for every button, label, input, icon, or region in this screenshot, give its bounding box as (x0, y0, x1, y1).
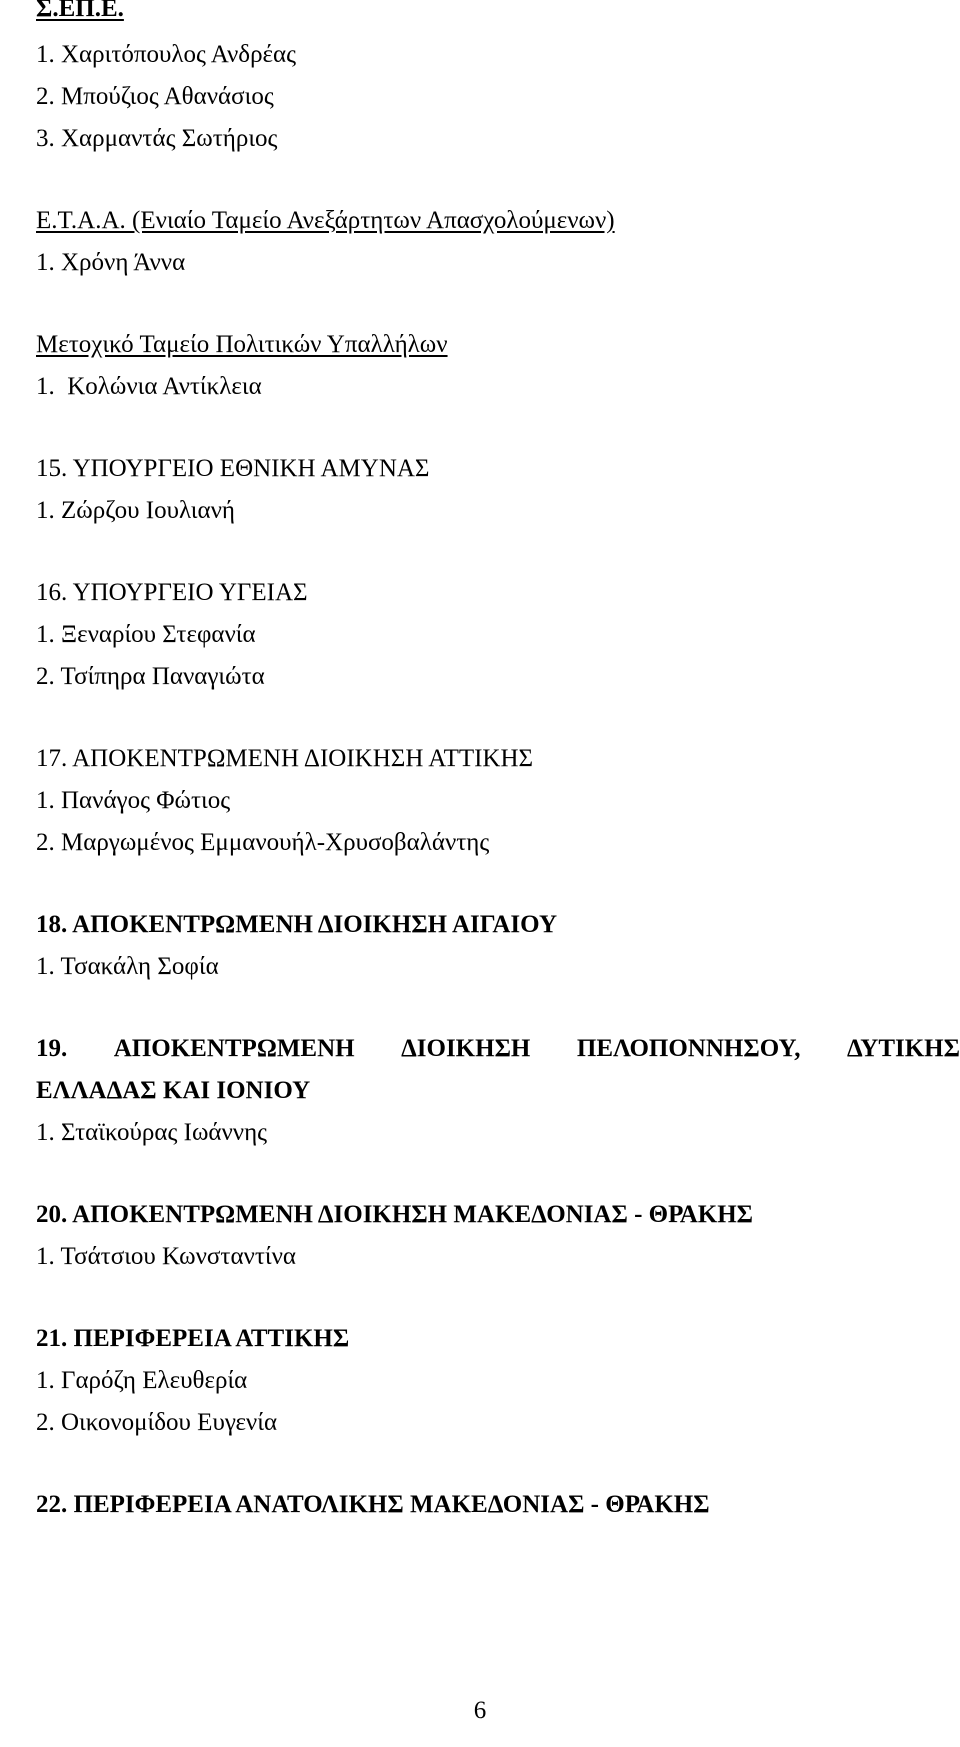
section-heading-18: 18. ΑΠΟΚΕΝΤΡΩΜΕΝΗ ΔΙΟΙΚΗΣΗ ΑΙΓΑΙΟΥ (36, 911, 558, 938)
list-item: 2. Οικονομίδου Ευγενία (36, 1409, 278, 1436)
section-heading-etaa: Ε.Τ.Α.Α. (Ενιαίο Ταμείο Ανεξάρτητων Απασχολούμενων) (36, 207, 615, 234)
section-heading-17: 17. ΑΠΟΚΕΝΤΡΩΜΕΝΗ ΔΙΟΙΚΗΣΗ ΑΤΤΙΚΗΣ (36, 745, 534, 772)
section-heading-19-line2: ΕΛΛΑΔΑΣ ΚΑΙ ΙΟΝΙΟΥ (36, 1077, 311, 1104)
list-item: 1. Τσακάλη Σοφία (36, 953, 219, 980)
list-item: 1. Χρόνη Άννα (36, 249, 186, 276)
list-item: 3. Χαρμαντάς Σωτήριος (36, 125, 278, 152)
heading-word: 19. (36, 1035, 68, 1062)
section-heading-19-line1 (36, 1034, 960, 1064)
section-heading-sepe: Σ.ΕΠ.Ε. (36, 0, 124, 22)
list-item: 1. Ζώρζου Ιουλιανή (36, 497, 235, 524)
list-item: 1. Τσάτσιου Κωνσταντίνα (36, 1243, 297, 1270)
list-item: 1. Ξεναρίου Στεφανία (36, 621, 256, 648)
section-heading-16: 16. ΥΠΟΥΡΓΕΙΟ ΥΓΕΙΑΣ (36, 579, 308, 606)
section-heading-21: 21. ΠΕΡΙΦΕΡΕΙΑ ΑΤΤΙΚΗΣ (36, 1325, 350, 1352)
heading-word: ΔΥΤΙΚΗΣ (847, 1035, 960, 1062)
list-item: 2. Τσίπηρα Παναγιώτα (36, 663, 265, 690)
section-heading-22: 22. ΠΕΡΙΦΕΡΕΙΑ ΑΝΑΤΟΛΙΚΗΣ ΜΑΚΕΔΟΝΙΑΣ - ΘΡΑΚΗΣ (36, 1491, 710, 1518)
section-heading-15: 15. ΥΠΟΥΡΓΕΙΟ ΕΘΝΙΚΗ ΑΜΥΝΑΣ (36, 455, 430, 482)
list-item: 1. Χαριτόπουλος Ανδρέας (36, 41, 297, 68)
section-heading-mtpy: Μετοχικό Ταμείο Πολιτικών Υπαλλήλων (36, 331, 448, 358)
list-item: 1. Γαρόζη Ελευθερία (36, 1367, 248, 1394)
section-heading-20: 20. ΑΠΟΚΕΝΤΡΩΜΕΝΗ ΔΙΟΙΚΗΣΗ ΜΑΚΕΔΟΝΙΑΣ - ΘΡΑΚΗΣ (36, 1201, 753, 1228)
list-item: 2. Μαργωμένος Εμμανουήλ-Χρυσοβαλάντης (36, 829, 490, 856)
page-number: 6 (473, 1697, 487, 1724)
heading-word: ΔΙΟΙΚΗΣΗ (401, 1035, 531, 1062)
heading-word: ΠΕΛΟΠΟΝΝΗΣΟΥ, (576, 1035, 801, 1062)
list-item: 1. Σταϊκούρας Ιωάννης (36, 1119, 268, 1146)
heading-word: ΑΠΟΚΕΝΤΡΩΜΕΝΗ (113, 1035, 355, 1062)
list-item: 1. Κολώνια Αντίκλεια (36, 373, 262, 400)
list-item: 1. Πανάγος Φώτιος (36, 787, 231, 814)
list-item: 2. Μπούζιος Αθανάσιος (36, 83, 274, 110)
